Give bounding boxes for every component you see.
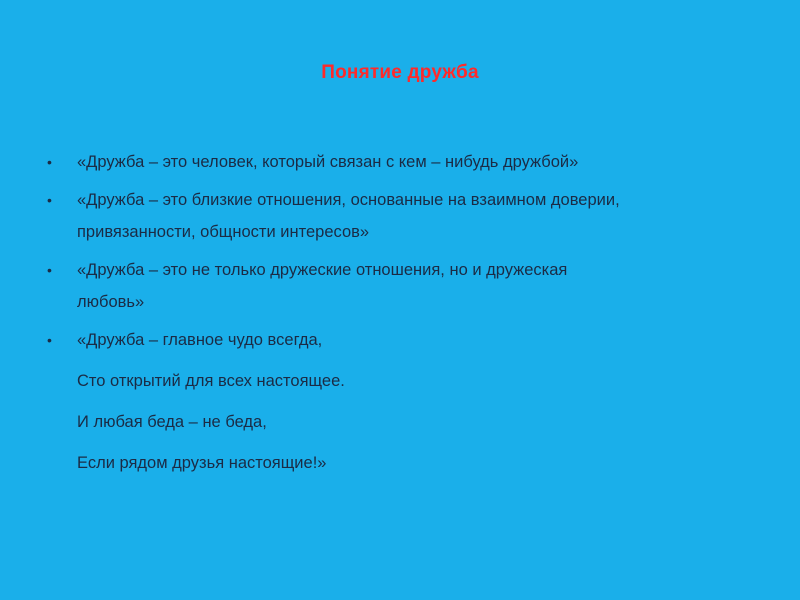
bullet-icon: •	[47, 332, 52, 348]
item-text: «Дружба – это не только дружеские отношения, но и дружеская	[77, 261, 568, 279]
bullet-icon: •	[47, 262, 52, 278]
item-text: привязанности, общности интересов»	[77, 223, 370, 241]
poem-line: И любая беда – не беда,	[77, 413, 267, 431]
list-item	[47, 254, 767, 318]
list-item	[47, 324, 767, 356]
item-text: «Дружба – это человек, который связан с кем – нибудь дружбой»	[77, 153, 579, 171]
poem-line: Сто открытий для всех настоящее.	[77, 372, 345, 390]
poem-line: Если рядом друзья настоящие!»	[77, 454, 327, 472]
item-text: любовь»	[77, 293, 145, 311]
bullet-list	[47, 146, 767, 479]
bullet-icon: •	[47, 192, 52, 208]
list-item	[47, 146, 767, 178]
bullet-icon: •	[47, 154, 52, 170]
slide-title: Понятие дружба	[321, 62, 479, 83]
list-item	[47, 184, 767, 248]
item-text: «Дружба – главное чудо всегда,	[77, 331, 323, 349]
item-text: «Дружба – это близкие отношения, основанные на взаимном доверии,	[77, 191, 620, 209]
